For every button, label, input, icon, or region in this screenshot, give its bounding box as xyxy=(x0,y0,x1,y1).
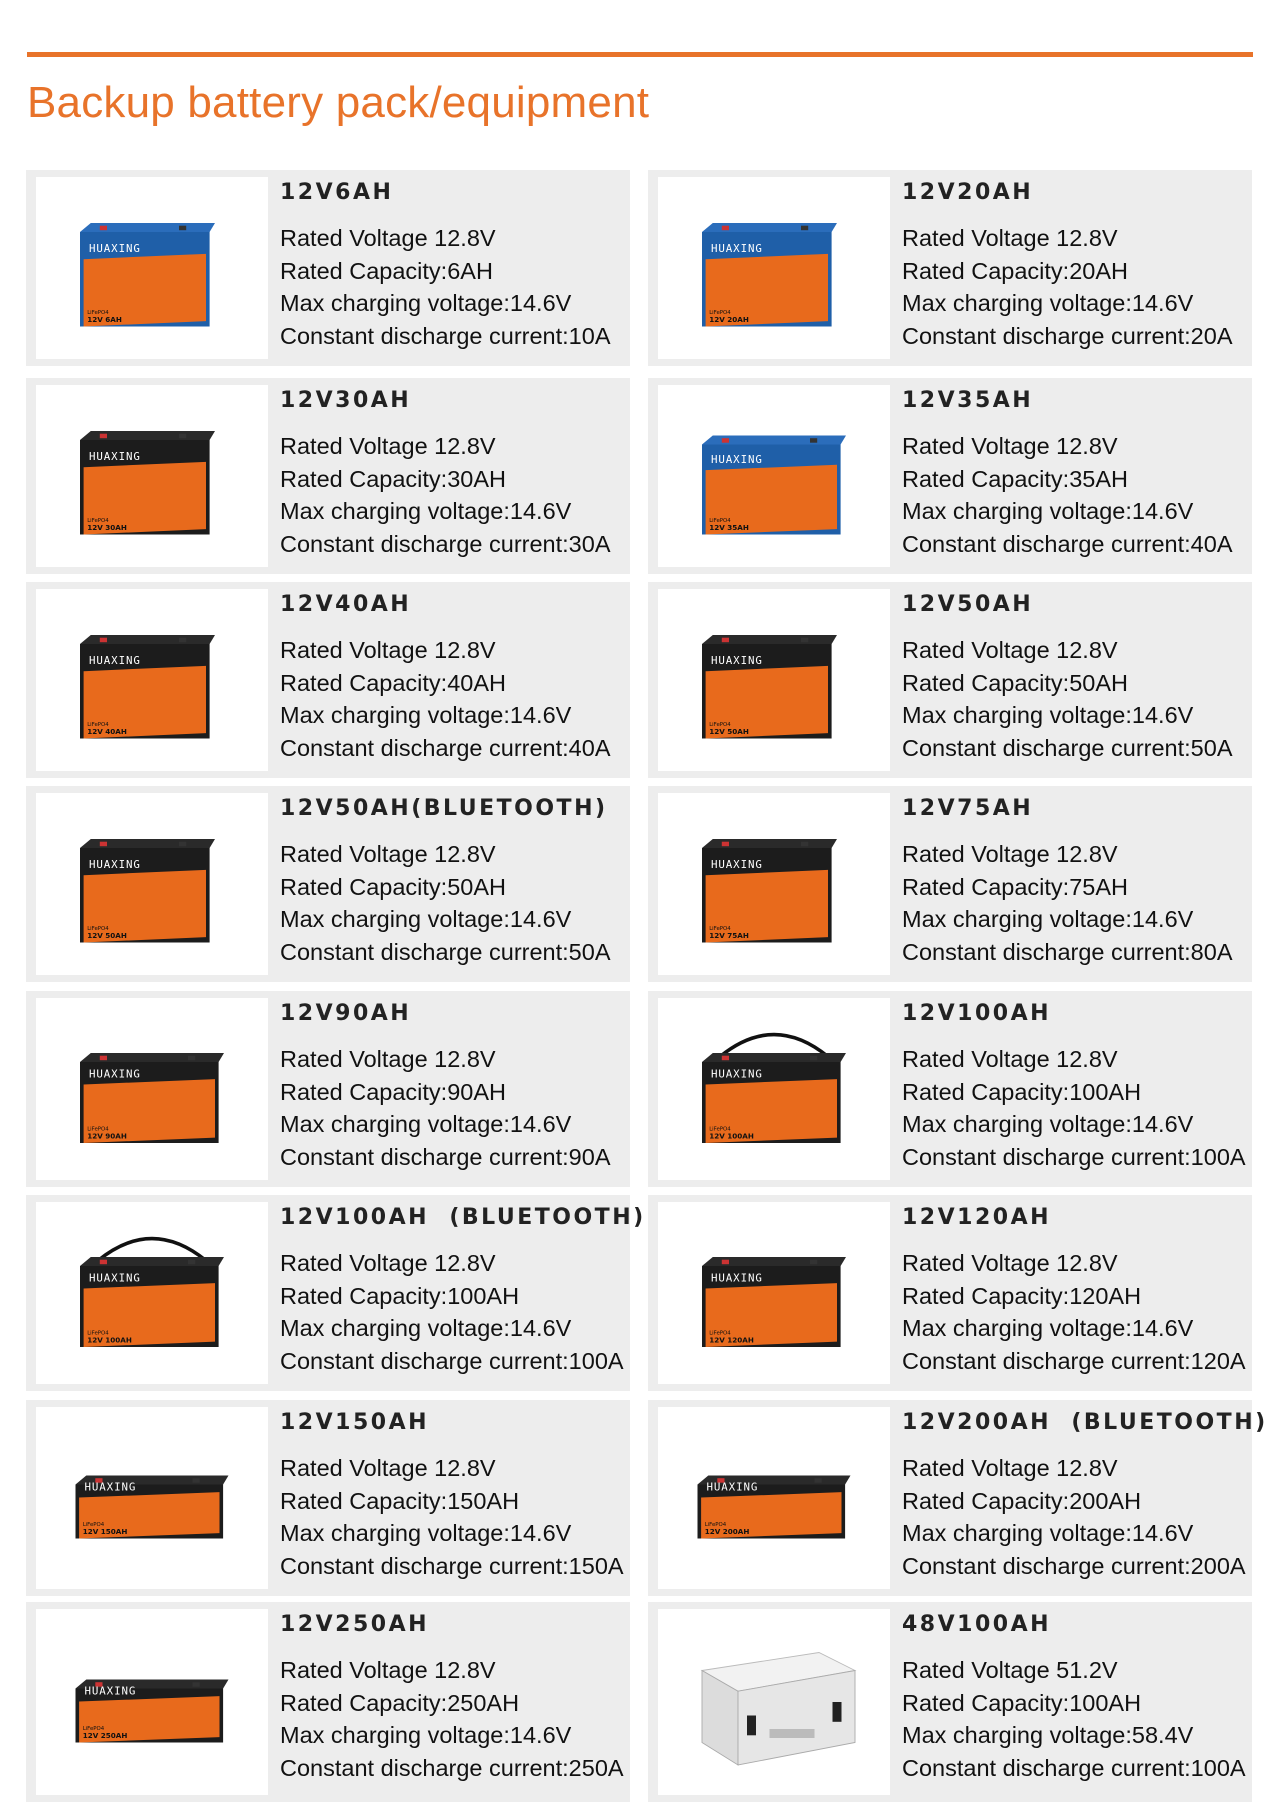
svg-text:12V 100AH: 12V 100AH xyxy=(87,1335,132,1345)
spec-rated-voltage: Rated Voltage 12.8V xyxy=(902,1046,1118,1072)
spec-discharge-current: Constant discharge current:150A xyxy=(280,1552,624,1579)
spec-discharge-current: Constant discharge current:40A xyxy=(902,530,1233,557)
spec-rated-voltage: Rated Voltage 12.8V xyxy=(902,225,1118,251)
spec-max-charging-voltage: Max charging voltage:14.6V xyxy=(902,498,1194,524)
spec-rated-capacity: Rated Capacity:250AH xyxy=(280,1689,520,1716)
spec-list xyxy=(902,222,1248,352)
svg-text:HUAXING: HUAXING xyxy=(89,654,141,668)
spec-list xyxy=(280,222,626,352)
svg-text:HUAXING: HUAXING xyxy=(711,858,763,872)
product-image xyxy=(36,793,268,975)
svg-text:LiFePO4: LiFePO4 xyxy=(709,517,731,524)
svg-text:12V 35AH: 12V 35AH xyxy=(709,523,749,532)
spec-list xyxy=(902,1043,1248,1173)
svg-text:12V 120AH: 12V 120AH xyxy=(709,1335,754,1345)
battery-icon xyxy=(62,605,242,755)
battery-icon xyxy=(62,1218,242,1368)
spec-rated-voltage: Rated Voltage 51.2V xyxy=(902,1657,1118,1683)
product-image xyxy=(658,385,890,567)
svg-text:LiFePO4: LiFePO4 xyxy=(709,925,731,932)
spec-rated-capacity: Rated Capacity:100AH xyxy=(280,1282,520,1309)
product-card-12v20ah xyxy=(648,170,1252,366)
svg-text:12V 40AH: 12V 40AH xyxy=(87,727,127,736)
spec-discharge-current: Constant discharge current:10A xyxy=(280,322,611,349)
svg-text:12V 30AH: 12V 30AH xyxy=(87,523,127,532)
svg-text:12V 90AH: 12V 90AH xyxy=(87,1131,127,1141)
spec-rated-voltage: Rated Voltage 12.8V xyxy=(280,433,496,459)
battery-icon xyxy=(62,1014,242,1164)
battery-icon xyxy=(684,1218,864,1368)
product-card-48v100ah xyxy=(648,1602,1252,1802)
battery-icon xyxy=(684,809,864,959)
svg-text:LiFePO4: LiFePO4 xyxy=(87,1330,109,1337)
spec-rated-voltage: Rated Voltage 12.8V xyxy=(280,1250,496,1276)
product-card-12v100ah-bluetooth xyxy=(26,1195,646,1391)
spec-rated-capacity: Rated Capacity:40AH xyxy=(280,669,506,696)
spec-list xyxy=(280,838,626,968)
spec-list xyxy=(280,1043,626,1173)
svg-text:HUAXING: HUAXING xyxy=(89,858,141,872)
product-card-12v100ah xyxy=(648,991,1252,1187)
product-title: 12V200AH (BLUETOOTH) xyxy=(902,1410,1268,1435)
product-title: 12V100AH xyxy=(902,1001,1052,1026)
spec-discharge-current: Constant discharge current:120A xyxy=(902,1347,1246,1374)
top-divider xyxy=(27,52,1253,57)
product-image xyxy=(658,1407,890,1589)
rack-battery-icon xyxy=(684,1627,864,1777)
svg-text:12V 100AH: 12V 100AH xyxy=(709,1131,754,1141)
product-card-12v250ah xyxy=(26,1602,630,1802)
spec-rated-voltage: Rated Voltage 12.8V xyxy=(280,1455,496,1481)
spec-discharge-current: Constant discharge current:250A xyxy=(280,1754,624,1781)
spec-list xyxy=(280,1654,626,1784)
product-title: 12V75AH xyxy=(902,796,1034,821)
product-image xyxy=(658,177,890,359)
svg-text:HUAXING: HUAXING xyxy=(84,1684,137,1698)
spec-list xyxy=(280,1247,626,1377)
battery-icon xyxy=(684,605,864,755)
spec-rated-capacity: Rated Capacity:35AH xyxy=(902,465,1128,492)
svg-text:HUAXING: HUAXING xyxy=(711,242,763,256)
product-card-12v150ah xyxy=(26,1400,630,1596)
product-image xyxy=(36,998,268,1180)
spec-rated-voltage: Rated Voltage 12.8V xyxy=(902,1250,1118,1276)
svg-text:LiFePO4: LiFePO4 xyxy=(87,309,109,316)
svg-text:HUAXING: HUAXING xyxy=(711,1271,763,1285)
spec-rated-voltage: Rated Voltage 12.8V xyxy=(902,433,1118,459)
spec-max-charging-voltage: Max charging voltage:14.6V xyxy=(280,498,572,524)
spec-rated-capacity: Rated Capacity:100AH xyxy=(902,1689,1142,1716)
spec-rated-capacity: Rated Capacity:50AH xyxy=(280,873,506,900)
product-title: 12V30AH xyxy=(280,388,412,413)
product-image xyxy=(36,1202,268,1384)
product-title: 12V50AH xyxy=(902,592,1034,617)
spec-rated-voltage: Rated Voltage 12.8V xyxy=(902,1455,1118,1481)
product-image xyxy=(36,1407,268,1589)
spec-list xyxy=(902,1452,1248,1582)
spec-discharge-current: Constant discharge current:100A xyxy=(280,1347,624,1374)
product-card-12v120ah xyxy=(648,1195,1252,1391)
product-title: 12V50AH(BLUETOOTH) xyxy=(280,796,608,821)
spec-rated-voltage: Rated Voltage 12.8V xyxy=(902,841,1118,867)
spec-max-charging-voltage: Max charging voltage:14.6V xyxy=(902,1315,1194,1341)
product-image xyxy=(36,1609,268,1795)
spec-rated-capacity: Rated Capacity:150AH xyxy=(280,1487,520,1514)
spec-list xyxy=(280,1452,626,1582)
spec-max-charging-voltage: Max charging voltage:14.6V xyxy=(902,1111,1194,1137)
battery-icon xyxy=(62,193,242,343)
page-title: Backup battery pack/equipment xyxy=(27,78,650,127)
spec-max-charging-voltage: Max charging voltage:14.6V xyxy=(280,1315,572,1341)
product-card-12v75ah xyxy=(648,786,1252,982)
svg-text:12V 50AH: 12V 50AH xyxy=(87,931,127,940)
battery-icon xyxy=(684,1423,864,1573)
spec-rated-voltage: Rated Voltage 12.8V xyxy=(280,841,496,867)
svg-text:LiFePO4: LiFePO4 xyxy=(82,1725,105,1732)
svg-text:HUAXING: HUAXING xyxy=(89,450,141,464)
spec-max-charging-voltage: Max charging voltage:14.6V xyxy=(280,1520,572,1546)
spec-max-charging-voltage: Max charging voltage:14.6V xyxy=(280,906,572,932)
svg-text:HUAXING: HUAXING xyxy=(706,1480,759,1494)
svg-text:HUAXING: HUAXING xyxy=(89,1067,141,1081)
product-image xyxy=(658,1202,890,1384)
svg-text:12V 75AH: 12V 75AH xyxy=(709,931,749,940)
spec-discharge-current: Constant discharge current:30A xyxy=(280,530,611,557)
product-image xyxy=(658,998,890,1180)
spec-list xyxy=(902,838,1248,968)
product-image xyxy=(36,385,268,567)
spec-discharge-current: Constant discharge current:50A xyxy=(280,938,611,965)
product-title: 48V100AH xyxy=(902,1612,1052,1637)
spec-discharge-current: Constant discharge current:100A xyxy=(902,1754,1246,1781)
spec-list xyxy=(902,1247,1248,1377)
spec-max-charging-voltage: Max charging voltage:14.6V xyxy=(280,290,572,316)
product-title: 12V35AH xyxy=(902,388,1034,413)
battery-icon xyxy=(684,1014,864,1164)
svg-text:HUAXING: HUAXING xyxy=(89,1271,141,1285)
spec-list xyxy=(902,430,1248,560)
spec-discharge-current: Constant discharge current:20A xyxy=(902,322,1233,349)
product-image xyxy=(36,177,268,359)
product-image xyxy=(658,589,890,771)
spec-max-charging-voltage: Max charging voltage:14.6V xyxy=(902,290,1194,316)
product-title: 12V20AH xyxy=(902,180,1034,205)
battery-icon xyxy=(684,193,864,343)
svg-text:HUAXING: HUAXING xyxy=(711,654,763,668)
spec-rated-capacity: Rated Capacity:30AH xyxy=(280,465,506,492)
svg-text:12V 150AH: 12V 150AH xyxy=(82,1527,128,1536)
spec-list xyxy=(280,634,626,764)
product-image xyxy=(658,1609,890,1795)
battery-icon xyxy=(62,1627,242,1777)
spec-max-charging-voltage: Max charging voltage:14.6V xyxy=(902,702,1194,728)
spec-rated-capacity: Rated Capacity:90AH xyxy=(280,1078,506,1105)
spec-rated-capacity: Rated Capacity:6AH xyxy=(280,257,493,284)
product-title: 12V150AH xyxy=(280,1410,430,1435)
spec-discharge-current: Constant discharge current:200A xyxy=(902,1552,1246,1579)
product-card-12v30ah xyxy=(26,378,630,574)
product-card-12v50ah-bluetooth xyxy=(26,786,630,982)
svg-text:LiFePO4: LiFePO4 xyxy=(87,925,109,932)
svg-text:12V 200AH: 12V 200AH xyxy=(704,1527,750,1536)
spec-max-charging-voltage: Max charging voltage:14.6V xyxy=(280,1111,572,1137)
svg-text:LiFePO4: LiFePO4 xyxy=(87,517,109,524)
product-card-12v6ah xyxy=(26,170,630,366)
product-card-12v200ah-bluetooth xyxy=(648,1400,1268,1596)
svg-text:12V 250AH: 12V 250AH xyxy=(82,1731,128,1740)
spec-discharge-current: Constant discharge current:40A xyxy=(280,734,611,761)
svg-text:LiFePO4: LiFePO4 xyxy=(87,1126,109,1133)
spec-max-charging-voltage: Max charging voltage:14.6V xyxy=(280,1722,572,1748)
svg-text:HUAXING: HUAXING xyxy=(84,1480,137,1494)
spec-rated-capacity: Rated Capacity:20AH xyxy=(902,257,1128,284)
spec-rated-voltage: Rated Voltage 12.8V xyxy=(280,637,496,663)
product-title: 12V120AH xyxy=(902,1205,1052,1230)
svg-text:LiFePO4: LiFePO4 xyxy=(709,721,731,728)
spec-rated-voltage: Rated Voltage 12.8V xyxy=(280,1046,496,1072)
spec-rated-capacity: Rated Capacity:100AH xyxy=(902,1078,1142,1105)
svg-text:LiFePO4: LiFePO4 xyxy=(709,309,731,316)
spec-discharge-current: Constant discharge current:90A xyxy=(280,1143,611,1170)
spec-rated-capacity: Rated Capacity:50AH xyxy=(902,669,1128,696)
spec-discharge-current: Constant discharge current:100A xyxy=(902,1143,1246,1170)
spec-list xyxy=(902,1654,1248,1784)
product-title: 12V250AH xyxy=(280,1612,430,1637)
spec-max-charging-voltage: Max charging voltage:14.6V xyxy=(902,906,1194,932)
product-title: 12V40AH xyxy=(280,592,412,617)
spec-max-charging-voltage: Max charging voltage:14.6V xyxy=(280,702,572,728)
spec-max-charging-voltage: Max charging voltage:58.4V xyxy=(902,1722,1194,1748)
svg-text:LiFePO4: LiFePO4 xyxy=(709,1330,731,1337)
svg-text:HUAXING: HUAXING xyxy=(89,242,141,256)
product-title: 12V100AH (BLUETOOTH) xyxy=(280,1205,646,1230)
product-title: 12V90AH xyxy=(280,1001,412,1026)
spec-list xyxy=(902,634,1248,764)
spec-list xyxy=(280,430,626,560)
spec-rated-voltage: Rated Voltage 12.8V xyxy=(280,1657,496,1683)
svg-text:LiFePO4: LiFePO4 xyxy=(82,1521,105,1528)
product-title: 12V6AH xyxy=(280,180,394,205)
svg-text:12V 50AH: 12V 50AH xyxy=(709,727,749,736)
spec-max-charging-voltage: Max charging voltage:14.6V xyxy=(902,1520,1194,1546)
svg-text:LiFePO4: LiFePO4 xyxy=(87,721,109,728)
product-card-12v40ah xyxy=(26,582,630,778)
spec-discharge-current: Constant discharge current:80A xyxy=(902,938,1233,965)
svg-text:LiFePO4: LiFePO4 xyxy=(704,1521,727,1528)
svg-text:HUAXING: HUAXING xyxy=(711,452,763,466)
spec-rated-capacity: Rated Capacity:200AH xyxy=(902,1487,1142,1514)
svg-text:LiFePO4: LiFePO4 xyxy=(709,1126,731,1133)
spec-rated-voltage: Rated Voltage 12.8V xyxy=(280,225,496,251)
product-card-12v90ah xyxy=(26,991,630,1187)
product-image xyxy=(658,793,890,975)
spec-rated-voltage: Rated Voltage 12.8V xyxy=(902,637,1118,663)
svg-text:HUAXING: HUAXING xyxy=(711,1067,763,1081)
spec-rated-capacity: Rated Capacity:120AH xyxy=(902,1282,1142,1309)
battery-icon xyxy=(62,401,242,551)
spec-discharge-current: Constant discharge current:50A xyxy=(902,734,1233,761)
svg-text:12V 6AH: 12V 6AH xyxy=(87,315,122,324)
product-card-12v35ah xyxy=(648,378,1252,574)
battery-icon xyxy=(684,401,864,551)
battery-icon xyxy=(62,809,242,959)
product-image xyxy=(36,589,268,771)
svg-text:12V 20AH: 12V 20AH xyxy=(709,315,749,324)
product-card-12v50ah xyxy=(648,582,1252,778)
spec-rated-capacity: Rated Capacity:75AH xyxy=(902,873,1128,900)
battery-icon xyxy=(62,1423,242,1573)
